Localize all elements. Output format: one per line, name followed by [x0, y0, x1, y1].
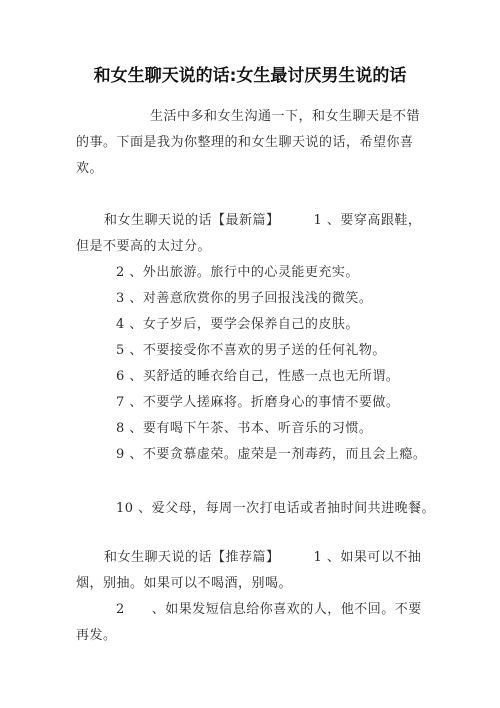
page-title: 和女生聊天说的话:女生最讨厌男生说的话 — [93, 66, 407, 86]
section-recommended — [76, 545, 426, 597]
section-latest-item-1: 1 、要穿高跟鞋，但是不要高的太过分。 — [76, 213, 422, 254]
section-latest-heading: 和女生聊天说的话【最新篇】 — [104, 213, 280, 228]
intro-paragraph: 生活中多和女生沟通一下，和女生聊天是不错的事。下面是我为你整理的和女生聊天说的话，希望你喜欢。 — [76, 109, 421, 176]
list-item: 5 、不要接受你不喜欢的男子送的任何礼物。 — [116, 343, 386, 358]
list-item: 9 、不要贪慕虚荣。虚荣是一剂毒药，而且会上瘾。 — [116, 447, 427, 462]
list-item: 8 、要有喝下午茶、书本、听音乐的习惯。 — [116, 421, 373, 436]
list-item: 3 、对善意欣赏你的男子回报浅浅的微笑。 — [116, 291, 373, 306]
list-item: 2 、外出旅游。旅行中的心灵能更充实。 — [116, 265, 359, 280]
section-recommended-heading: 和女生聊天说的话【推荐篇】 — [104, 550, 280, 565]
list-item: 6 、买舒适的睡衣给自己，性感一点也无所谓。 — [116, 369, 400, 384]
list-item-10: 10 、爱父母，每周一次打电话或者抽时间共进晚餐。 — [116, 501, 436, 516]
section-recommended-item-2: 2 、如果发短信息给你喜欢的人，他不回。不要再发。 — [76, 602, 422, 643]
section-latest — [76, 208, 426, 260]
list-item: 7 、不要学人搓麻将。折磨身心的事情不要做。 — [116, 395, 400, 410]
section-recommended-item-1: 1 、如果可以不抽烟，别抽。如果可以不喝酒，别喝。 — [76, 550, 422, 591]
list-item: 4 、女子岁后，要学会保养自己的皮肤。 — [116, 317, 359, 332]
